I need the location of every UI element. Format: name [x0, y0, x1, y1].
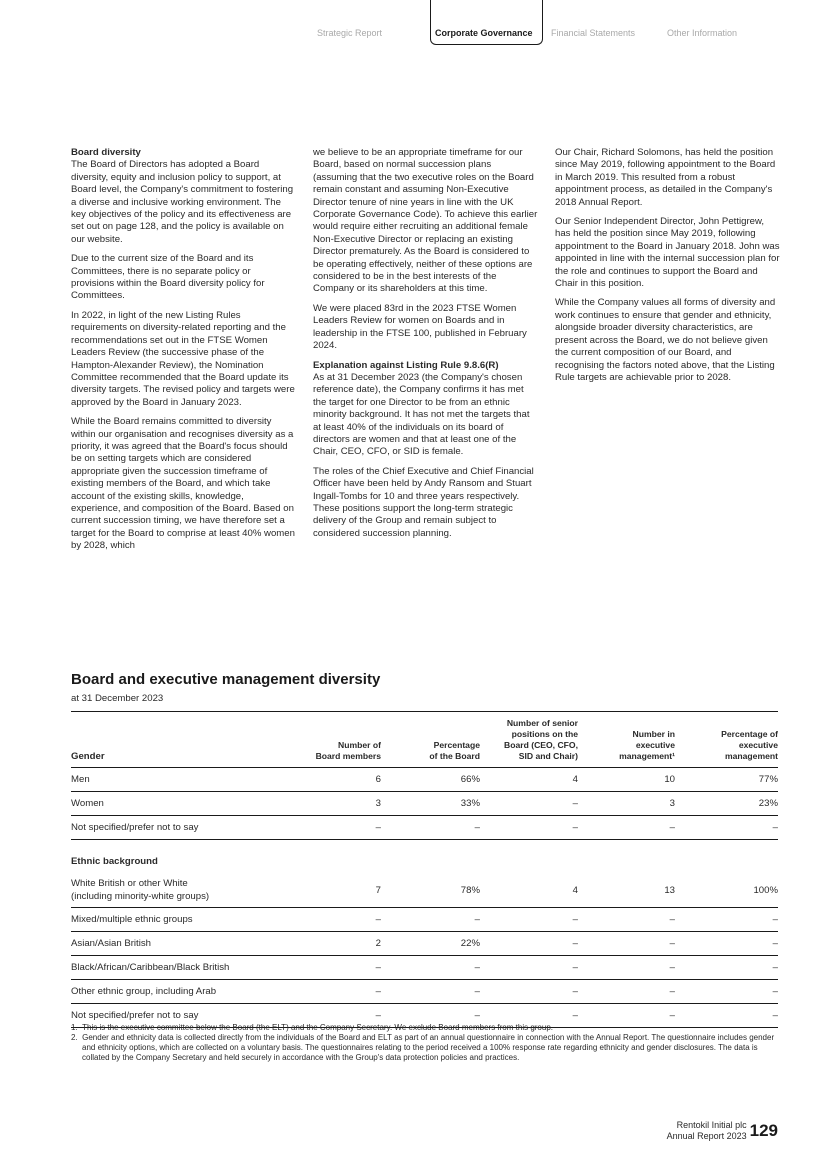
table-cell: –: [480, 816, 578, 840]
row-label: Not specified/prefer not to say: [71, 816, 291, 840]
table-cell: –: [675, 980, 778, 1004]
table-cell: –: [578, 1004, 675, 1028]
table-cell: –: [675, 932, 778, 956]
table-cell: –: [480, 792, 578, 816]
table-row: [71, 932, 778, 956]
group-heading: Ethnic background: [71, 856, 158, 867]
table-row: [71, 768, 778, 792]
paragraph: [71, 147, 296, 246]
footer-publication: [667, 1120, 747, 1142]
diversity-table: [71, 711, 778, 1028]
table-cell: 10: [578, 768, 675, 792]
table-cell: –: [291, 980, 381, 1004]
table-cell: –: [675, 1004, 778, 1028]
column-header: Gender: [71, 712, 291, 768]
row-label: Other ethnic group, including Arab: [71, 980, 291, 1004]
table-cell: 33%: [381, 792, 480, 816]
row-label: Black/African/Caribbean/Black British: [71, 956, 291, 980]
table-cell: –: [480, 932, 578, 956]
paragraph: [313, 360, 538, 459]
footnotes: [71, 1023, 778, 1063]
text-column-3: [555, 147, 780, 391]
table-cell: –: [578, 932, 675, 956]
table-cell: 13: [578, 873, 675, 908]
table-cell: –: [381, 980, 480, 1004]
table-cell: –: [381, 1004, 480, 1028]
table-cell: –: [291, 1004, 381, 1028]
table-cell: –: [291, 908, 381, 932]
table-cell: –: [480, 908, 578, 932]
table-cell: –: [381, 816, 480, 840]
footer-report: Annual Report 2023: [666, 1131, 747, 1141]
page-number: 129: [749, 1121, 778, 1140]
section-subtitle: at 31 December 2023: [71, 693, 164, 704]
text-column-1: [71, 147, 296, 560]
column-header: Number of senior positions on the Board (CEO, CFO, SID and Chair): [480, 712, 578, 768]
table-header-row: [71, 712, 778, 768]
paragraph-text: As at 31 December 2023 (the Company's chosen reference date), the Company confirms it has met the target for one Director to be from an ethnic minority background. It has not met the targets that at least 40% of the individuals on its board of directors are women and that at least one of the Chair, CEO, CFO, or SID is female.: [313, 371, 530, 458]
table-cell: –: [480, 956, 578, 980]
tab-other-information[interactable]: Other Information: [667, 28, 738, 38]
table-cell: 77%: [675, 768, 778, 792]
paragraph: Our Chair, Richard Solomons, has held the position since May 2019, following appointment to the Board in March 2019. This resulted from a robust appointment process, as detailed in the Company's 2018 Annual Report.: [555, 147, 776, 208]
paragraph-text: The Board of Directors has adopted a Board diversity, equity and inclusion policy to support, at Board level, the Company's commitment to fostering a diverse and inclusive working environment. The key objectives of the policy and its effectiveness are set out on page 128, and the policy is available on our website.: [71, 159, 294, 245]
table-cell: –: [578, 980, 675, 1004]
table-cell: 66%: [381, 768, 480, 792]
row-label: Asian/Asian British: [71, 932, 291, 956]
footer-company: Rentokil Initial plc: [676, 1120, 747, 1130]
table-cell: –: [675, 908, 778, 932]
subheading: Explanation against Listing Rule 9.8.6(R): [313, 359, 499, 371]
table-row: [71, 980, 778, 1004]
tab-strategic-report[interactable]: Strategic Report: [317, 28, 383, 38]
row-label: White British or other White (including minority-white groups): [71, 873, 291, 908]
table-cell: –: [381, 908, 480, 932]
footnote: 2. Gender and ethnicity data is collected directly from the individuals of the Board and ELT as part of an annual questionnaire in connection with the Annual Report. The questionnaire includes gender and ethnicity options, which are collected on a voluntary basis. The questionnaires relating to the period received a 100% response rate regarding ethnicity and gender disclosures. The data is collated by the Company Secretary and held securely in accordance with the Group's data protection policies and practices.: [71, 1033, 775, 1062]
table-cell: –: [381, 956, 480, 980]
text-column-2: [313, 147, 538, 547]
table-cell: –: [480, 980, 578, 1004]
paragraph: While the Company values all forms of diversity and work continues to ensure that gender and ethnicity, alongside broader diversity characteristics, are present across the Board, we do not believe given the current composition of our Board, and recognising the factors noted above, that the Listing Rule targets are achievable prior to 2028.: [555, 297, 776, 383]
table-cell: 100%: [675, 873, 778, 908]
table-cell: 6: [291, 768, 381, 792]
table-cell: –: [578, 908, 675, 932]
table-cell: –: [675, 956, 778, 980]
table-row: [71, 908, 778, 932]
table-cell: 4: [480, 873, 578, 908]
table-cell: –: [291, 956, 381, 980]
table-cell: –: [578, 956, 675, 980]
row-label: Mixed/multiple ethnic groups: [71, 908, 291, 932]
table-row: [71, 956, 778, 980]
table-row: [71, 816, 778, 840]
table-cell: 3: [291, 792, 381, 816]
paragraph: We were placed 83rd in the 2023 FTSE Women Leaders Review for women on Boards and in leadership in the FTSE 100, published in February 2024.: [313, 302, 527, 352]
paragraph: we believe to be an appropriate timeframe for our Board, based on normal succession plans (assuming that the two executive roles on the Board remain constant and assuming Non-Executive Director tenure of nine years in line with the UK Corporate Governance Code). To achieve this earlier would require either recruiting an additional female Non-Executive Director or replacing an existing Director prematurely. As the Board is considered to be operating effectively, neither of these options are considered to be in the best interests of the Company or its shareholders at this time.: [313, 147, 538, 295]
column-header: Number of Board members: [291, 712, 381, 768]
row-label: Women: [71, 792, 291, 816]
row-label: Men: [71, 768, 291, 792]
paragraph: Our Senior Independent Director, John Pettigrew, has held the position since May 2019, following appointment to the Board in January 2018. John was appointed in line with the internal succession plan for the role and continues to support the Board and Chair in this position.: [555, 216, 780, 290]
paragraph: In 2022, in light of the new Listing Rules requirements on diversity-related reporting and the recommendations set out in the FTSE Women Leaders Review (the successive phase of the Hampton-Alexander Review), the Nomination Committee recommended that the Board update its diversity targets. The revised policy and targets were approved by the Board in January 2023.: [71, 309, 295, 408]
table-cell: 78%: [381, 873, 480, 908]
table-cell: –: [291, 816, 381, 840]
row-label: Not specified/prefer not to say: [71, 1004, 291, 1028]
footnote: 1. This is the executive committee below the Board (the ELT) and the Company Secretary. We exclude Board members from this group.: [71, 1023, 553, 1032]
section-title: Board and executive management diversity: [71, 671, 381, 688]
table-cell: –: [675, 816, 778, 840]
table-cell: 3: [578, 792, 675, 816]
table-group-row: [71, 840, 778, 874]
table-cell: –: [578, 816, 675, 840]
table-row: [71, 792, 778, 816]
table-cell: –: [480, 1004, 578, 1028]
paragraph: While the Board remains committed to diversity within our organisation and recognises diversity as a priority, it was agreed that the Board's focus should be on setting targets which are considered appropriate given the succession timeframe of existing members of the Board, and which take account of the existing skills, knowledge, experience, and composition of the Board. Based on current succession timing, we have therefore set a target for the Board to comprise at least 40% women by 2028, which: [71, 416, 295, 552]
paragraph: Due to the current size of the Board and its Committees, there is no separate policy or provisions within the Board diversity policy for Committees.: [71, 253, 265, 302]
table-cell: 2: [291, 932, 381, 956]
column-header: Percentage of executive management: [675, 712, 778, 768]
table-cell: 23%: [675, 792, 778, 816]
tab-financial-statements[interactable]: Financial Statements: [551, 28, 636, 38]
tab-corporate-governance[interactable]: Corporate Governance: [430, 0, 543, 45]
table-cell: 7: [291, 873, 381, 908]
table-cell: 22%: [381, 932, 480, 956]
page-footer: [667, 1120, 778, 1142]
column-header: Percentage of the Board: [381, 712, 480, 768]
table-row: [71, 873, 778, 908]
paragraph: The roles of the Chief Executive and Chief Financial Officer have been held by Andy Ransom and Stuart Ingall-Tombs for 10 and three years respectively. These positions support the long-term strategic delivery of the Group and remain subject to considered succession planning.: [313, 465, 534, 539]
subheading: Board diversity: [71, 147, 141, 158]
column-header: Number in executive management¹: [578, 712, 675, 768]
table-cell: 4: [480, 768, 578, 792]
section-nav: [0, 0, 825, 48]
